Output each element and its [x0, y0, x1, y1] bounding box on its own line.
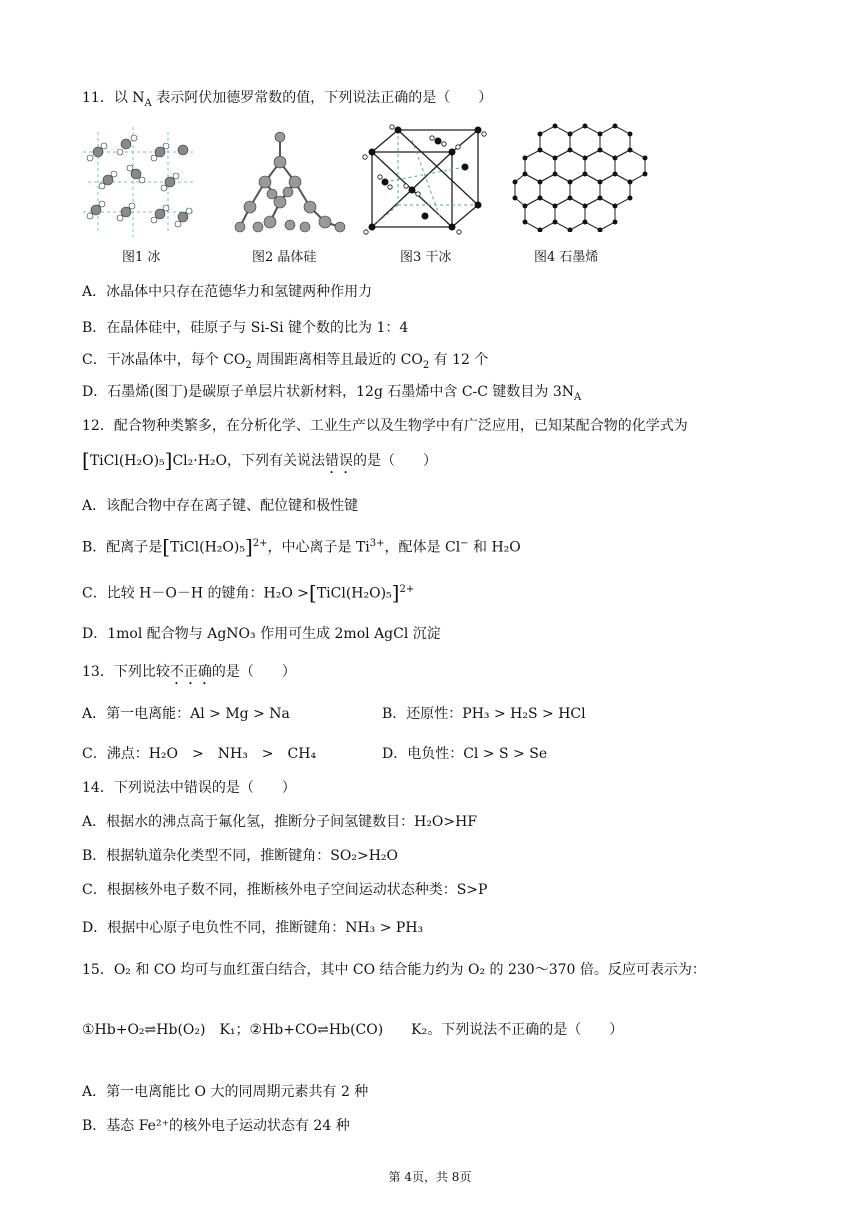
q11-stem: 11．以 $N_A$ 表示阿伏加德罗常数的值，下列说法正确的是（ ）	[82, 90, 493, 109]
q13-option-a: A．第一电离能：Al > Mg > Na	[82, 706, 290, 722]
figure-caption-graphene: 图4 石墨烯	[534, 250, 599, 265]
q12-option-b: B．配离子是[TiCl(H₂O)₅]$^{2+}$，中心离子是 $Ti^{3+}$，配体是 Cl− 和 H₂O	[82, 534, 521, 559]
figure-caption-dry-ice: 图3 干冰	[400, 250, 452, 265]
ice-structure-figure	[78, 122, 198, 242]
q13-option-c: C．沸点：H₂O > NH₃ > CH₄	[82, 746, 317, 762]
q12-stem: 12．配合物种类繁多，在分析化学、工业生产以及生物学中有广泛应用，已知某配合物的化学式为	[82, 418, 688, 434]
figure-caption-silicon: 图2 晶体硅	[252, 250, 317, 265]
q13-option-b: B．还原性：PH₃ > H₂S > HCl	[382, 706, 586, 722]
q11-figures	[78, 122, 678, 265]
q12-stem-formula: [TiCl(H₂O)₅]Cl₂·H₂O，下列有关说法错误的是（ ）	[82, 448, 438, 472]
q12-option-d: D．1mol 配合物与 AgNO₃ 作用可生成 2mol AgCl 沉淀	[82, 626, 441, 642]
dry-ice-figure	[360, 122, 490, 242]
q11-option-b: B．在晶体硅中，硅原子与 Si-Si 键个数的比为 1：4	[82, 320, 409, 336]
q15-stem: 15．O₂ 和 CO 均可与血红蛋白结合，其中 CO 结合能力约为 O₂ 的 230～370 倍。反应可表示为：	[82, 962, 706, 978]
q11-option-a: A．冰晶体中只存在范德华力和氢键两种作用力	[82, 284, 373, 300]
q12-option-c: C．比较 H－O－H 的键角：H₂O >[TiCl(H₂O)₅]$^{2+}$	[82, 580, 415, 605]
q11-option-c: C．干冰晶体中，每个 $CO_2$ 周围距离相等且最近的 $CO_2$ 有 12 个	[82, 352, 489, 371]
page-footer: 第 4页，共 8页	[388, 1170, 472, 1184]
q14-option-a: A．根据水的沸点高于氟化氢，推断分子间氢键数目：H₂O>HF	[82, 814, 478, 830]
q15-option-b: B．基态 Fe²⁺的核外电子运动状态有 24 种	[82, 1118, 350, 1134]
q14-option-b: B．根据轨道杂化类型不同，推断键角：SO₂>H₂O	[82, 848, 398, 864]
q15-option-a: A．第一电离能比 O 大的同周期元素共有 2 种	[82, 1084, 369, 1100]
q14-option-d: D．根据中心原子电负性不同，推断键角：NH₃ > PH₃	[82, 920, 424, 936]
silicon-crystal-figure	[230, 122, 350, 242]
q14-option-c: C．根据核外电子数不同，推断核外电子空间运动状态种类：S>P	[82, 882, 488, 898]
q12-option-a: A．该配合物中存在离子键、配位键和极性键	[82, 498, 359, 514]
q13-option-d: D．电负性：Cl > S > Se	[382, 746, 548, 762]
q15-reaction: ①Hb+O₂⇌Hb(O₂) K₁；②Hb+CO⇌Hb(CO) K₂。下列说法不正确的是（ ）	[82, 1022, 624, 1038]
graphene-figure	[510, 122, 650, 232]
q14-stem: 14．下列说法中错误的是（ ）	[82, 780, 296, 796]
q13-stem: 13．下列比较不正确的是（ ）	[82, 664, 296, 680]
figure-caption-ice: 图1 冰	[122, 250, 161, 265]
q11-option-d: D．石墨烯(图丁)是碳原子单层片状新材料，12g 石墨烯中含 C-C 键数目为 $3N_A$	[82, 384, 582, 403]
